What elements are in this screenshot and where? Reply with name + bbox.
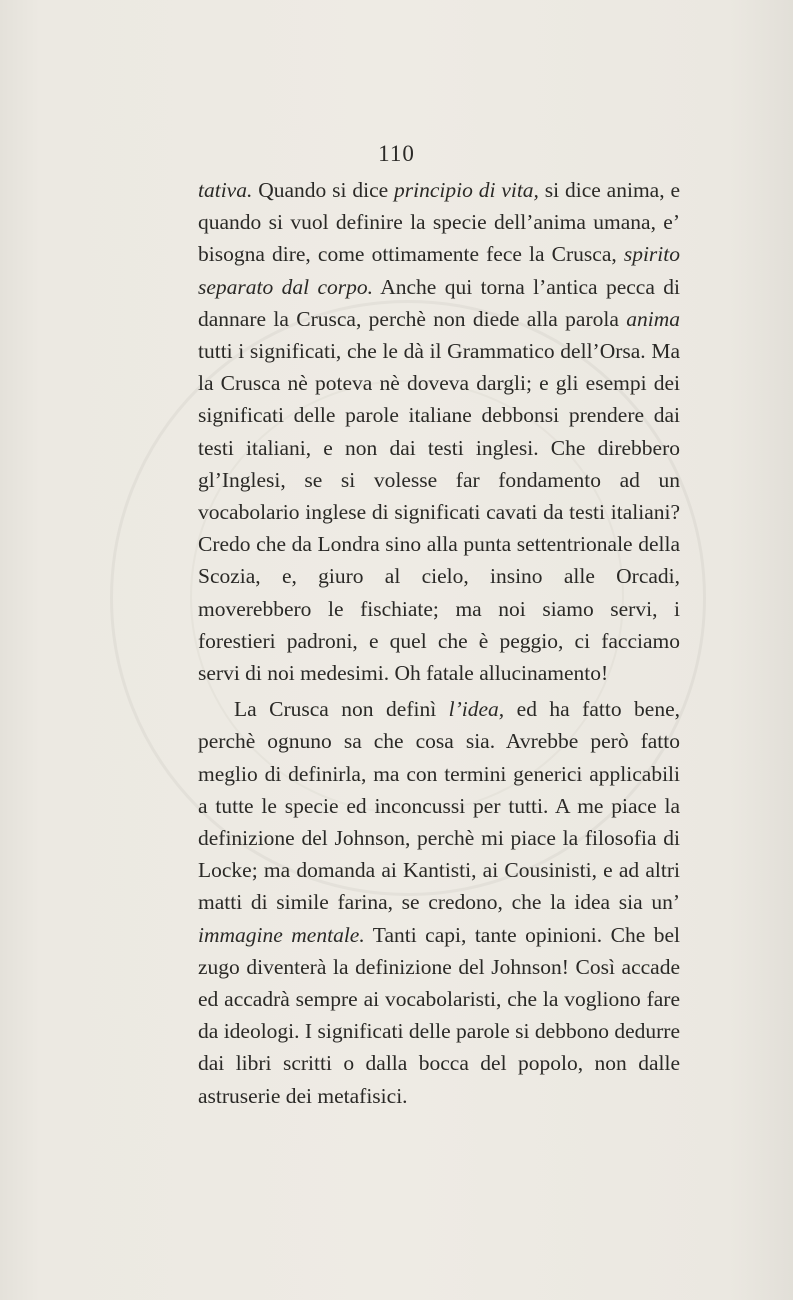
- italic-fragment: tativa.: [198, 178, 253, 202]
- text-fragment: La Crusca non definì: [234, 697, 449, 722]
- italic-fragment: principio di vita,: [394, 178, 539, 202]
- italic-fragment: spirito separato dal corpo.: [198, 242, 680, 299]
- paragraph-2: [198, 693, 680, 1112]
- text-fragment: tutti i significati, che le dà il Grammatico dell’Orsa. Ma la Crusca nè poteva nè doveva dargli; e gli esempi dei significati delle parole italiane debbonsi prendere dai testi italiani, e non dai testi inglesi. Che direbbero gl’Inglesi, se si volesse far fondamento ad un vocabolario inglese di significati cavati da testi italiani? Credo che da Londra sino alla punta settentrionale della Scozia, e, giuro al cielo, insino alle Orcadi, moverebbero le fischiate; ma noi siamo servi, i forestieri padroni, e quel che è peggio, ci facciamo servi di noi medesimi. Oh fatale allucinamento!: [198, 339, 680, 686]
- italic-fragment: l’idea,: [448, 697, 505, 722]
- italic-fragment: anima: [626, 306, 680, 331]
- italic-fragment: immagine mentale.: [198, 922, 365, 947]
- body-text: [198, 174, 680, 1112]
- text-fragment: Quando si dice: [252, 178, 395, 202]
- text-fragment: ed ha fatto bene, perchè ognuno sa che cosa sia. Avrebbe però fatto meglio di definirla, ma con termini generici applicabili a tutte le specie ed inconcussi per tutti. A me piace la definizione del Johnson, perchè mi piace la filosofia di Locke; ma domanda ai Kantisti, ai Cousinisti, e ad altri matti di simile farina, se credono, che la idea sia un’: [198, 697, 680, 915]
- text-fragment: si dice anima, e quando si vuol definire la specie dell’anima umana, e’ bisogna dire, come ottimamente fece la Crusca,: [198, 178, 680, 267]
- page-number: 110: [378, 141, 415, 166]
- text-fragment: Anche qui torna l’antica pecca di dannare la Crusca, perchè non diede alla parola: [198, 274, 680, 331]
- text-fragment: Tanti capi, tante opinioni. Che bel zugo diventerà la definizione del Johnson! Così accade ed accadrà sempre ai vocabolaristi, che la vogliono fare da ideologi. I significati delle parole si debbono dedurre dai libri scritti o dalla bocca del popolo, non dalle astruserie dei metafisici.: [198, 922, 680, 1108]
- paragraph-1: [198, 174, 680, 689]
